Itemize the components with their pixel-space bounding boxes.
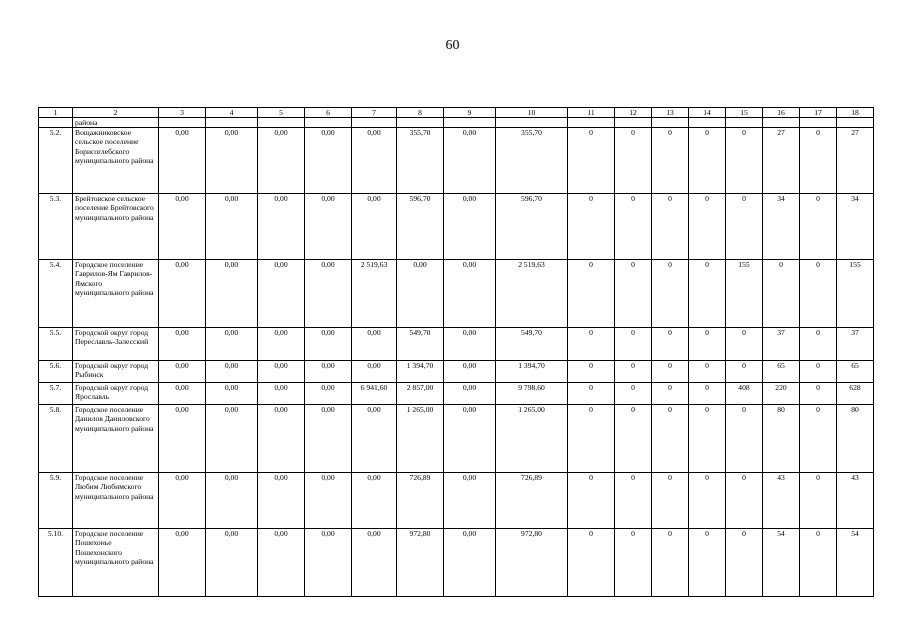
header-cell: 18 (837, 108, 874, 118)
row-number: 5.5. (39, 328, 73, 361)
value-cell: 596,70 (496, 194, 568, 260)
empty-cell (352, 118, 397, 128)
value-cell: 27 (763, 128, 800, 194)
value-cell: 0,00 (258, 328, 305, 361)
table-row (39, 260, 874, 328)
value-cell: 0,00 (305, 260, 352, 328)
value-cell: 549,70 (397, 328, 444, 361)
value-cell: 0,00 (258, 529, 305, 597)
header-cell: 4 (206, 108, 258, 118)
header-cell: 9 (444, 108, 496, 118)
empty-cell (652, 118, 689, 128)
value-cell: 355,70 (397, 128, 444, 194)
value-cell: 0 (615, 529, 652, 597)
value-cell: 0,00 (206, 128, 258, 194)
header-cell: 8 (397, 108, 444, 118)
value-cell: 0 (652, 361, 689, 383)
value-cell: 37 (763, 328, 800, 361)
continuation-row (39, 118, 874, 128)
value-cell: 0 (689, 405, 726, 473)
empty-cell (689, 118, 726, 128)
value-cell: 0 (689, 128, 726, 194)
value-cell: 0,00 (258, 260, 305, 328)
header-cell: 10 (496, 108, 568, 118)
header-cell: 1 (39, 108, 73, 118)
header-cell: 2 (73, 108, 159, 118)
header-cell: 11 (568, 108, 615, 118)
value-cell: 355,70 (496, 128, 568, 194)
value-cell: 0,00 (159, 405, 206, 473)
municipality-name: Брейтовское сельское поселение Брейтовского муниципального района (73, 194, 159, 260)
value-cell: 0 (652, 328, 689, 361)
value-cell: 80 (837, 405, 874, 473)
value-cell: 0 (726, 128, 763, 194)
value-cell: 54 (763, 529, 800, 597)
value-cell: 0 (615, 194, 652, 260)
value-cell: 1 265,00 (496, 405, 568, 473)
empty-cell (206, 118, 258, 128)
table-row (39, 328, 874, 361)
value-cell: 27 (837, 128, 874, 194)
row-number: 5.8. (39, 405, 73, 473)
value-cell: 0 (689, 529, 726, 597)
value-cell: 0,00 (206, 328, 258, 361)
value-cell: 0,00 (444, 194, 496, 260)
value-cell: 972,80 (496, 529, 568, 597)
value-cell: 0 (800, 260, 837, 328)
value-cell: 0 (568, 260, 615, 328)
value-cell: 408 (726, 383, 763, 405)
row-number: 5.6. (39, 361, 73, 383)
value-cell: 0 (615, 405, 652, 473)
empty-cell (800, 118, 837, 128)
value-cell: 0,00 (206, 405, 258, 473)
empty-cell (397, 118, 444, 128)
value-cell: 220 (763, 383, 800, 405)
header-cell: 5 (258, 108, 305, 118)
value-cell: 80 (763, 405, 800, 473)
empty-cell (615, 118, 652, 128)
empty-cell (726, 118, 763, 128)
value-cell: 0 (652, 473, 689, 529)
value-cell: 65 (837, 361, 874, 383)
value-cell: 0 (568, 361, 615, 383)
empty-cell (159, 118, 206, 128)
value-cell: 972,80 (397, 529, 444, 597)
value-cell: 0,00 (159, 529, 206, 597)
table-row (39, 194, 874, 260)
value-cell: 726,89 (496, 473, 568, 529)
value-cell: 37 (837, 328, 874, 361)
header-row (39, 108, 874, 118)
value-cell: 155 (726, 260, 763, 328)
value-cell: 0,00 (159, 383, 206, 405)
value-cell: 6 941,60 (352, 383, 397, 405)
value-cell: 0 (652, 260, 689, 328)
value-cell: 0,00 (159, 194, 206, 260)
value-cell: 0 (652, 383, 689, 405)
value-cell: 0 (726, 405, 763, 473)
value-cell: 0,00 (305, 128, 352, 194)
value-cell: 0 (615, 128, 652, 194)
value-cell: 0,00 (305, 194, 352, 260)
municipality-name: Городской округ город Ярославль (73, 383, 159, 405)
value-cell: 2 519,63 (496, 260, 568, 328)
value-cell: 0 (800, 383, 837, 405)
value-cell: 0 (615, 361, 652, 383)
value-cell: 596,70 (397, 194, 444, 260)
empty-cell (763, 118, 800, 128)
value-cell: 0,00 (444, 328, 496, 361)
value-cell: 0,00 (444, 361, 496, 383)
row-number: 5.3. (39, 194, 73, 260)
value-cell: 0,00 (159, 260, 206, 328)
value-cell: 9 798,60 (496, 383, 568, 405)
municipality-name: Городской округ город Рыбинск (73, 361, 159, 383)
value-cell: 34 (763, 194, 800, 260)
empty-cell (305, 118, 352, 128)
value-cell: 155 (837, 260, 874, 328)
header-cell: 3 (159, 108, 206, 118)
value-cell: 0 (726, 361, 763, 383)
value-cell: 0,00 (444, 529, 496, 597)
value-cell: 0 (615, 260, 652, 328)
empty-cell (39, 118, 73, 128)
value-cell: 0 (800, 473, 837, 529)
value-cell: 0,00 (258, 361, 305, 383)
value-cell: 0,00 (206, 383, 258, 405)
value-cell: 0,00 (206, 194, 258, 260)
value-cell: 0,00 (444, 405, 496, 473)
table-row (39, 128, 874, 194)
value-cell: 0 (689, 383, 726, 405)
value-cell: 0,00 (206, 260, 258, 328)
value-cell: 0,00 (305, 405, 352, 473)
value-cell: 0 (726, 529, 763, 597)
value-cell: 0 (568, 328, 615, 361)
value-cell: 0 (800, 405, 837, 473)
continuation-text: района (73, 118, 159, 128)
data-table (38, 107, 874, 597)
value-cell: 0,00 (444, 128, 496, 194)
value-cell: 0,00 (159, 473, 206, 529)
empty-cell (837, 118, 874, 128)
value-cell: 0 (615, 383, 652, 405)
value-cell: 0,00 (258, 128, 305, 194)
value-cell: 0,00 (352, 473, 397, 529)
row-number: 5.7. (39, 383, 73, 405)
table-row (39, 405, 874, 473)
municipality-name: Городское поселение Гаврилов-Ям Гаврилов-Ямского муниципального района (73, 260, 159, 328)
header-cell: 14 (689, 108, 726, 118)
municipality-name: Вощажниковское сельское поселение Борисоглебского муниципального района (73, 128, 159, 194)
value-cell: 0 (800, 128, 837, 194)
empty-cell (444, 118, 496, 128)
row-number: 5.9. (39, 473, 73, 529)
value-cell: 0,00 (206, 361, 258, 383)
row-number: 5.2. (39, 128, 73, 194)
municipality-name: Городской округ город Переславль-Залесский (73, 328, 159, 361)
empty-cell (496, 118, 568, 128)
value-cell: 0 (726, 473, 763, 529)
value-cell: 0 (689, 194, 726, 260)
header-cell: 15 (726, 108, 763, 118)
value-cell: 0,00 (206, 473, 258, 529)
header-cell: 6 (305, 108, 352, 118)
table-body (39, 108, 874, 597)
value-cell: 0,00 (159, 128, 206, 194)
value-cell: 0,00 (352, 328, 397, 361)
value-cell: 0,00 (206, 529, 258, 597)
value-cell: 0,00 (305, 529, 352, 597)
value-cell: 0,00 (305, 473, 352, 529)
empty-cell (258, 118, 305, 128)
value-cell: 0 (568, 383, 615, 405)
value-cell: 0,00 (352, 194, 397, 260)
value-cell: 0 (652, 128, 689, 194)
value-cell: 0,00 (352, 405, 397, 473)
value-cell: 0,00 (352, 128, 397, 194)
value-cell: 2 519,63 (352, 260, 397, 328)
value-cell: 0 (800, 361, 837, 383)
header-cell: 17 (800, 108, 837, 118)
value-cell: 0,00 (305, 361, 352, 383)
value-cell: 549,70 (496, 328, 568, 361)
table-row (39, 473, 874, 529)
value-cell: 0 (615, 473, 652, 529)
value-cell: 1 265,00 (397, 405, 444, 473)
value-cell: 65 (763, 361, 800, 383)
municipality-name: Городское поселение Любим Любимского муниципального района (73, 473, 159, 529)
value-cell: 726,89 (397, 473, 444, 529)
value-cell: 0 (726, 328, 763, 361)
value-cell: 0 (689, 328, 726, 361)
value-cell: 0,00 (352, 361, 397, 383)
value-cell: 0 (726, 194, 763, 260)
value-cell: 54 (837, 529, 874, 597)
value-cell: 34 (837, 194, 874, 260)
value-cell: 0 (763, 260, 800, 328)
header-cell: 13 (652, 108, 689, 118)
value-cell: 0,00 (305, 383, 352, 405)
value-cell: 0,00 (352, 529, 397, 597)
value-cell: 0,00 (444, 260, 496, 328)
row-number: 5.10. (39, 529, 73, 597)
value-cell: 0 (568, 529, 615, 597)
value-cell: 0 (568, 473, 615, 529)
value-cell: 0 (568, 128, 615, 194)
value-cell: 0,00 (159, 328, 206, 361)
value-cell: 0,00 (258, 383, 305, 405)
value-cell: 0 (615, 328, 652, 361)
value-cell: 0 (800, 194, 837, 260)
table-row (39, 529, 874, 597)
header-cell: 16 (763, 108, 800, 118)
value-cell: 0 (568, 405, 615, 473)
value-cell: 0 (689, 260, 726, 328)
municipality-name: Городское поселение Данилов Даниловского муниципального района (73, 405, 159, 473)
value-cell: 0 (689, 473, 726, 529)
value-cell: 0 (800, 529, 837, 597)
value-cell: 1 394,70 (496, 361, 568, 383)
value-cell: 0,00 (444, 473, 496, 529)
header-cell: 12 (615, 108, 652, 118)
value-cell: 0 (652, 194, 689, 260)
table-row (39, 361, 874, 383)
value-cell: 0,00 (397, 260, 444, 328)
header-cell: 7 (352, 108, 397, 118)
table-row (39, 383, 874, 405)
value-cell: 1 394,70 (397, 361, 444, 383)
municipality-name: Городское поселение Пошехонье Пошехонского муниципального района (73, 529, 159, 597)
value-cell: 2 857,00 (397, 383, 444, 405)
value-cell: 0,00 (305, 328, 352, 361)
value-cell: 0,00 (159, 361, 206, 383)
value-cell: 0 (652, 405, 689, 473)
value-cell: 0 (652, 529, 689, 597)
page-number: 60 (445, 38, 460, 53)
value-cell: 628 (837, 383, 874, 405)
value-cell: 43 (763, 473, 800, 529)
value-cell: 0 (800, 328, 837, 361)
value-cell: 0,00 (444, 383, 496, 405)
value-cell: 0 (689, 361, 726, 383)
empty-cell (568, 118, 615, 128)
value-cell: 0,00 (258, 473, 305, 529)
value-cell: 0,00 (258, 194, 305, 260)
value-cell: 0 (568, 194, 615, 260)
row-number: 5.4. (39, 260, 73, 328)
value-cell: 0,00 (258, 405, 305, 473)
value-cell: 43 (837, 473, 874, 529)
